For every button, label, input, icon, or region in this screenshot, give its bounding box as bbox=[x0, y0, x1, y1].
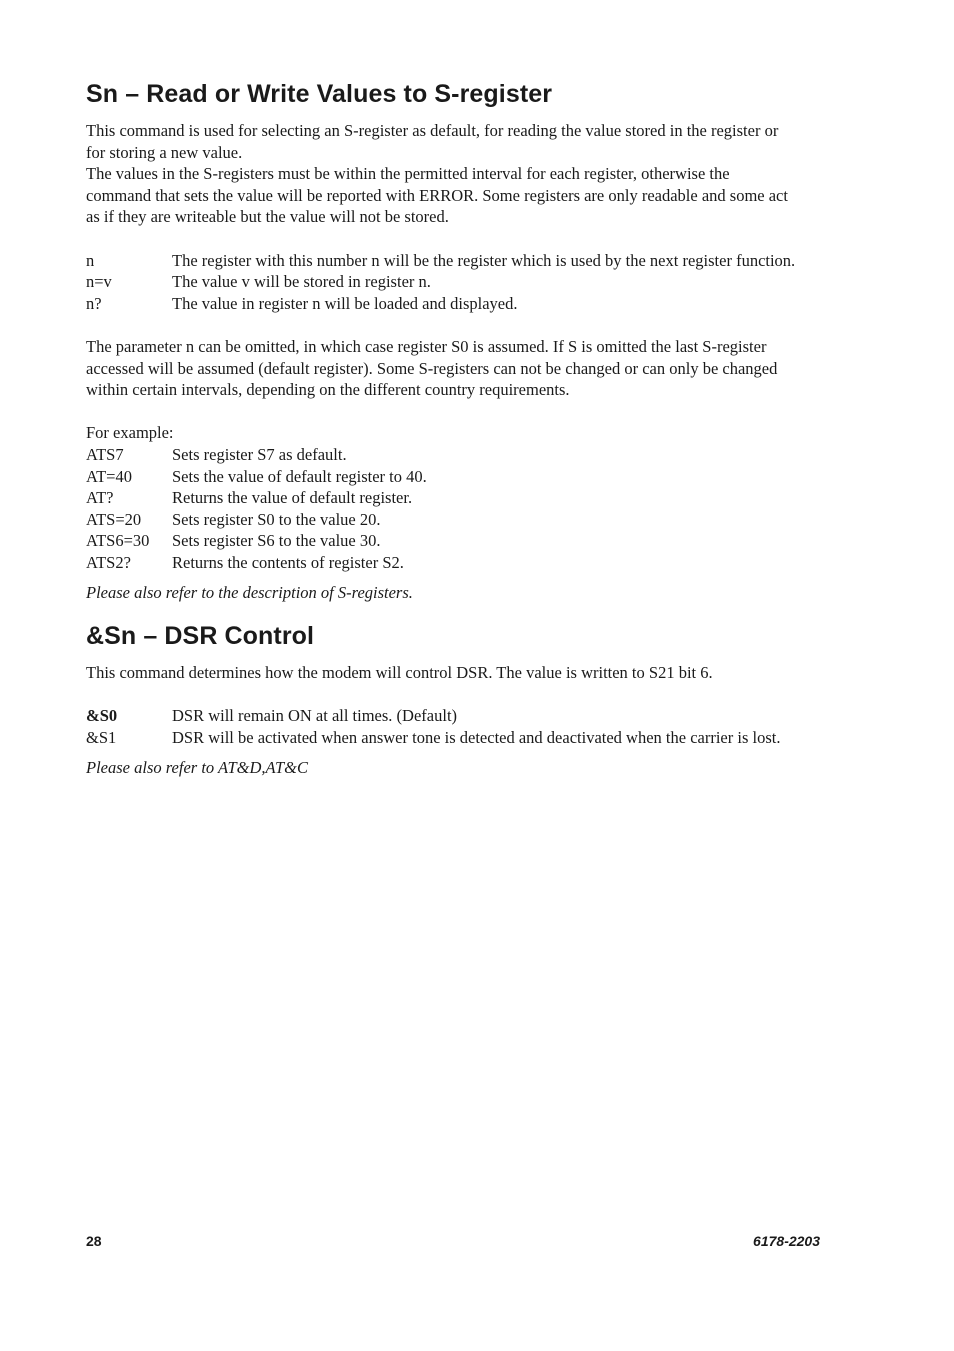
example-command: AT? bbox=[86, 488, 114, 508]
intro-paragraph-1: This command is used for selecting an S-register as default, for reading the value stored in the register or for storing a new value. bbox=[86, 121, 779, 162]
section-title-sn: Sn – Read or Write Values to S-register bbox=[86, 80, 553, 108]
param-key: n bbox=[86, 250, 95, 270]
example-command: ATS6=30 bbox=[86, 531, 150, 551]
param-key: n? bbox=[86, 293, 102, 313]
example-row bbox=[86, 509, 796, 531]
param-desc: The register with this number n will be the register which is used by the next register function. bbox=[172, 250, 796, 270]
example-row bbox=[86, 444, 796, 466]
param-row bbox=[86, 250, 796, 272]
param-key: n=v bbox=[86, 272, 112, 292]
example-desc: Sets register S6 to the value 30. bbox=[172, 531, 381, 551]
option-desc: DSR will remain ON at all times. (Default) bbox=[172, 706, 458, 726]
example-desc: Returns the value of default register. bbox=[172, 488, 413, 508]
example-command: ATS=20 bbox=[86, 509, 142, 529]
option-row bbox=[86, 727, 796, 749]
example-command: ATS2? bbox=[86, 552, 131, 572]
example-row bbox=[86, 552, 796, 574]
example-command: AT=40 bbox=[86, 466, 132, 486]
example-desc: Sets the value of default register to 40. bbox=[172, 466, 427, 486]
example-command: ATS7 bbox=[86, 444, 124, 464]
s-register-note: Please also refer to the description of S-registers. bbox=[86, 583, 413, 603]
dsr-intro: This command determines how the modem will control DSR. The value is written to S21 bit 6. bbox=[86, 663, 713, 683]
option-row bbox=[86, 705, 796, 727]
section-title-dsr: &Sn – DSR Control bbox=[86, 622, 315, 651]
parameter-paragraph: The parameter n can be omitted, in which case register S0 is assumed. If S is omitted the last S-register accessed will be assumed (default register). Some S-registers can not be changed or can only be changed within certain intervals, depending on the different country requirements. bbox=[86, 336, 778, 400]
param-row bbox=[86, 271, 796, 293]
option-key: &S0 bbox=[86, 706, 118, 726]
document-number: 6178-2203 bbox=[753, 1233, 820, 1249]
example-desc: Sets register S7 as default. bbox=[172, 444, 347, 464]
example-desc: Sets register S0 to the value 20. bbox=[172, 509, 381, 529]
param-desc: The value in register n will be loaded and displayed. bbox=[172, 293, 518, 313]
page-number: 28 bbox=[86, 1233, 102, 1249]
option-key: &S1 bbox=[86, 727, 117, 747]
option-desc: DSR will be activated when answer tone is detected and deactivated when the carrier is lost. bbox=[172, 727, 781, 747]
param-desc: The value v will be stored in register n. bbox=[172, 272, 431, 292]
page-content bbox=[86, 78, 796, 779]
example-label: For example: bbox=[86, 423, 174, 443]
example-desc: Returns the contents of register S2. bbox=[172, 552, 404, 572]
intro-paragraph-2: The values in the S-registers must be within the permitted interval for each register, otherwise the command that sets the value will be reported with ERROR. Some registers are only readable and some act as if they are writeable but the value will not be stored. bbox=[86, 164, 788, 227]
dsr-note: Please also refer to AT&D,AT&C bbox=[86, 758, 308, 778]
example-row bbox=[86, 466, 796, 488]
param-row bbox=[86, 293, 796, 315]
example-row bbox=[86, 530, 796, 552]
example-row bbox=[86, 487, 796, 509]
